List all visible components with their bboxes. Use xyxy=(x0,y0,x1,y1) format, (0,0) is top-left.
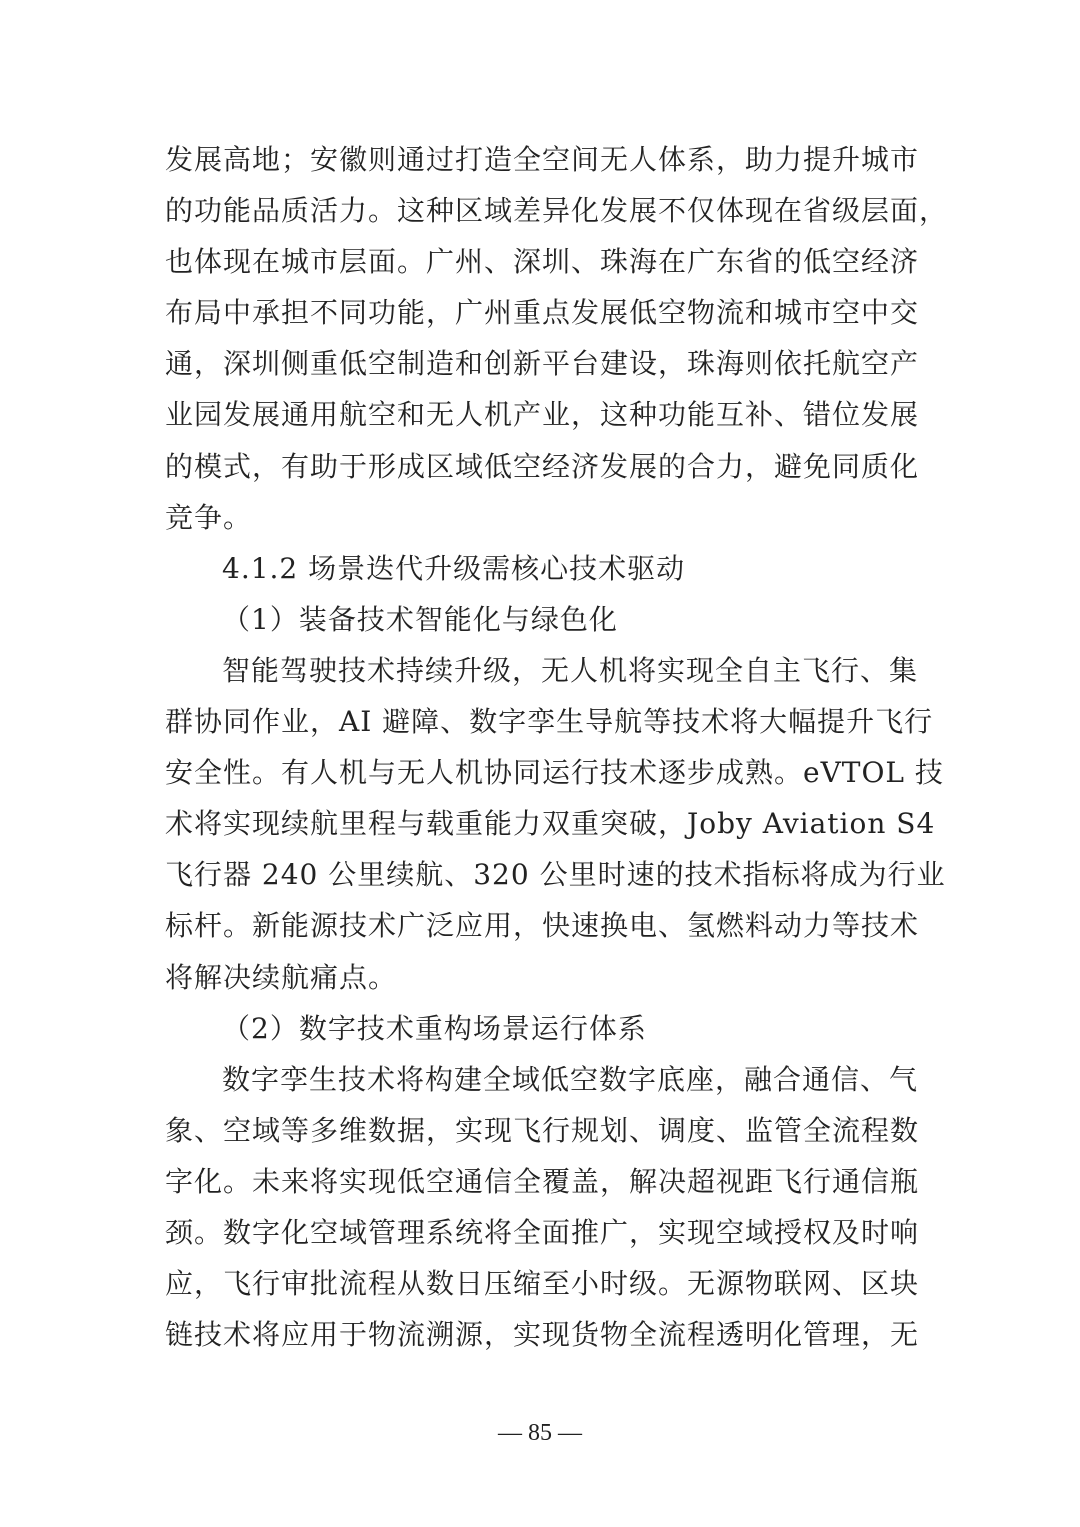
text-line: 飞行器 240 公里续航、320 公里时速的技术指标将成为行业 xyxy=(165,858,946,892)
section-heading xyxy=(165,543,917,594)
text-line: 将解决续航痛点。 xyxy=(165,960,398,994)
text-line: 安全性。有人机与无人机协同运行技术逐步成熟。eVTOL 技 xyxy=(165,756,944,790)
text-line: 数字孪生技术将构建全域低空数字底座，融合通信、气 xyxy=(222,1062,919,1096)
text-line: 也体现在城市层面。广州、深圳、珠海在广东省的低空经济 xyxy=(165,245,920,279)
text-line: 的功能品质活力。这种区域差异化发展不仅体现在省级层面， xyxy=(165,194,949,228)
text-line: 术将实现续航里程与载重能力双重突破，Joby Aviation S4 xyxy=(165,807,936,841)
page-number: — 85 — xyxy=(498,1420,582,1446)
text-line: 4.1.2 场景迭代升级需核心技术驱动 xyxy=(222,551,686,585)
text-line: 群协同作业，AI 避障、数字孪生导航等技术将大幅提升飞行 xyxy=(165,705,934,739)
text-line: 通，深圳侧重低空制造和创新平台建设，珠海则依托航空产 xyxy=(165,347,920,381)
section-heading xyxy=(165,594,917,645)
text-line: 象、空域等多维数据，实现飞行规划、调度、监管全流程数 xyxy=(165,1113,920,1147)
text-line: 智能驾驶技术持续升级，无人机将实现全自主飞行、集 xyxy=(222,653,919,687)
paragraph xyxy=(165,134,949,543)
paragraph xyxy=(165,645,946,1003)
text-line: 发展高地；安徽则通过打造全空间无人体系，助力提升城市 xyxy=(165,143,920,176)
text-line: （2）数字技术重构场景运行体系 xyxy=(222,1011,647,1045)
text-line: （1）装备技术智能化与绿色化 xyxy=(222,602,618,636)
text-line: 字化。未来将实现低空通信全覆盖，解决超视距飞行通信瓶 xyxy=(165,1164,920,1198)
text-line: 颈。数字化空域管理系统将全面推广，实现空域授权及时响 xyxy=(165,1215,920,1249)
section-heading xyxy=(165,1003,917,1054)
text-line: 标杆。新能源技术广泛应用，快速换电、氢燃料动力等技术 xyxy=(165,909,920,943)
text-line: 应，飞行审批流程从数日压缩至小时级。无源物联网、区块 xyxy=(165,1267,920,1301)
text-line: 链技术将应用于物流溯源，实现货物全流程透明化管理，无 xyxy=(165,1318,920,1352)
paragraph xyxy=(165,1054,920,1361)
text-line: 业园发展通用航空和无人机产业，这种功能互补、错位发展 xyxy=(165,398,920,432)
text-line: 的模式，有助于形成区域低空经济发展的合力，避免同质化 xyxy=(165,449,920,483)
text-line: 布局中承担不同功能，广州重点发展低空物流和城市空中交 xyxy=(165,296,920,330)
text-line: 竞争。 xyxy=(165,500,253,534)
document-body xyxy=(165,134,949,1360)
